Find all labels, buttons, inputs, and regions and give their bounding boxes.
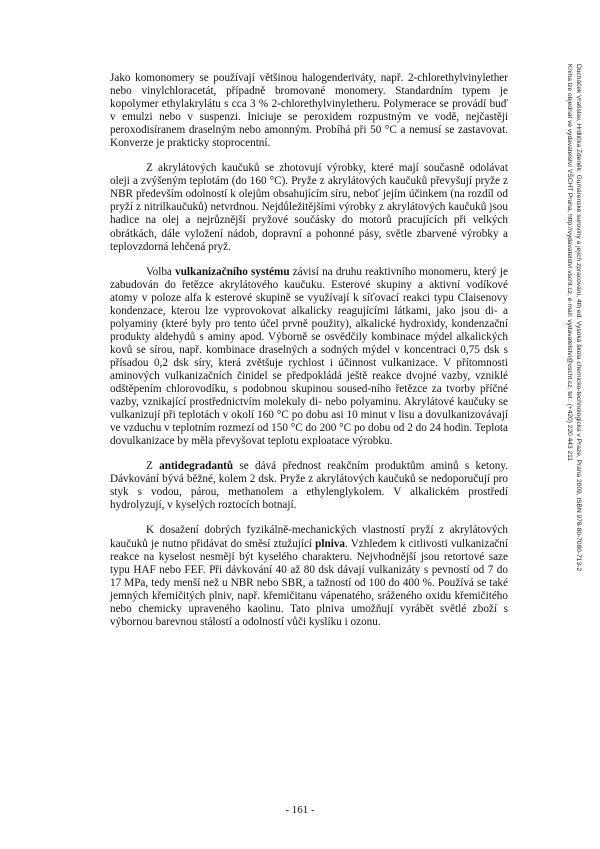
paragraph-fillers — [110, 524, 508, 628]
term-vulcanization-system: vulkanizačního systému — [175, 265, 290, 278]
paragraph-comonomers: Jako komonomery se používají většinou halogenderiváty, např. 2-chlorethylvinylether nebo vinylchloracetát, případně bromované monomery. Standardním typem je kopolymer ethylakrylátu s cca 3 % 2-chlorethylvinyletheru. Polymerace se provádí buď v emulzi nebo v suspenzi. Iniciuje se peroxidem rozpustným ve vodě, nejčastěji peroxodisíranem draselným nebo amonným. Probíhá při 50 °C a nemusí se zastavovat. Konverze je prakticky stoprocentní. — [110, 72, 508, 150]
term-fillers: plniva — [315, 537, 346, 550]
paragraph-antidegradants — [110, 460, 508, 512]
citation-line-1: Ducháček Vratislav, Hrdlička Zdeněk: Gumárenské suroviny a jejich zpracování, 4th ed. Vysoká škola chemicko-technologická v Praze, Praha 2009, ISBN 978-80-7080-713-2 — [575, 64, 582, 571]
citation-side-note — [565, 64, 582, 624]
p5-text-start: K dosažení dobrých fyzikálně-mechanických vlastností pryží z akrylátových kaučuků je nutno přidávat do směsí ztužující — [110, 524, 508, 550]
page-number: - 161 - — [285, 804, 315, 816]
citation-line-2: Kniha lze objednat ve vydavatelství VŠCHT Praha, http://vydavatelstvi.vscht.cz, e-mail: vydavatelstvi@vscht.cz, tel.: (+420) 220 443 211 — [566, 64, 574, 461]
paragraph-applications: Z akrylátových kaučuků se zhotovují výrobky, které mají současně odolávat oleji a zvýšeným teplotám (do 160 °C). Pryže z akrylátových kaučuků převyšují pryže z NBR především odolností k olejům obsahujícím síru, neboť jejím účinkem (na rozdíl od pryží z nitrilkaučuků) netvrdnou. Nejdůležitějšími výrobky z akrylátových kaučuků jsou hadice na olej a nejrůznější pryžové součásky do motorů pracujících při velkých obrátkách, dále vyložení nádob, dopravní a pohonné pásy, světle zbarvené výrobky a teplovzdorná lehčená pryž. — [110, 162, 508, 253]
body-text — [110, 72, 508, 629]
p4-text-start: Z — [146, 460, 160, 473]
term-antidegradants: antidegradantů — [159, 460, 234, 473]
paragraph-vulcanization — [110, 266, 508, 449]
p3-text-start: Volba — [146, 265, 176, 278]
p3-text-rest: závisí na druhu reaktivního monomeru, který je zabudován do řetězce akrylátového kaučuku. Esterové skupiny a aktivní vodíkové atomy v poloze alfa k esterové skupině se využívají k síťovací reakci typu Claisenovy kondenzace, kterou lze vyprovokovat alkalicky reagujícími látkami, jako jsou di- a polyaminy (které byly pro tento účel prvně použity), alkalické hydroxidy, kondenzační produkty aldehydů s aminy apod. Výborně se osvědčily kombinace mýdel alkalických kovů se sírou, např. kombinace draselných a sodných mýdel v koncentraci 0,75 dsk s přísadou 0,2 dsk síry, která zvětšuje rychlost i účinnost vulkanizace. V přítomnosti aminových vulkanizačních činidel se předpokládá ještě reakce dvojné vazby, vzniklé odštěpením chlorovodíku, s podobnou skupinou soused-ního řetězce za tvorby příčné vazby, vznikající prostřednictvím molekuly di- nebo polyaminu. Akrylátové kaučuky se vulkanizují při teplotách v okolí 160 °C po dobu asi 10 minut v lisu a dovulkanizovávají ve vzduchu v teplotním rozmezí od 150 °C do 200 °C po dobu od 2 do 24 hodin. Teplota dovulkanizace by měla převyšovat teplotu exploatace výrobku. — [110, 265, 508, 448]
p4-text-rest: se dává přednost reakčním produktům aminů s ketony. Dávkování bývá běžné, kolem 2 dsk. Pryže z akrylátových kaučuků se nedoporučují pro styk s vodou, párou, methanolem a ethylenglykolem. V alkalickém prostředí hydrolyzují, v kyselých roztocích botnají. — [110, 460, 508, 512]
p5-text-rest: . Vzhledem k citlivosti vulkanizační reakce na kyselost nesmějí být kyselého charakteru. Nejvhodnější jsou retortové saze typu HAF nebo FEF. Při dávkování 40 až 80 dsk dávají vulkanizáty s pevností od 7 do 17 MPa, tedy menší než u NBR nebo SBR, a tažností od 100 do 400 %. Používá se také jemných křemičitých plniv, např. křemičitanu vápenatého, sráženého oxidu křemičitého nebo chemicky upraveného kaolinu. Tato plniva umožňují vyrábět světlé zboží s výbornou barevnou stálostí a odolností vůči kyslíku i ozonu. — [110, 537, 508, 628]
